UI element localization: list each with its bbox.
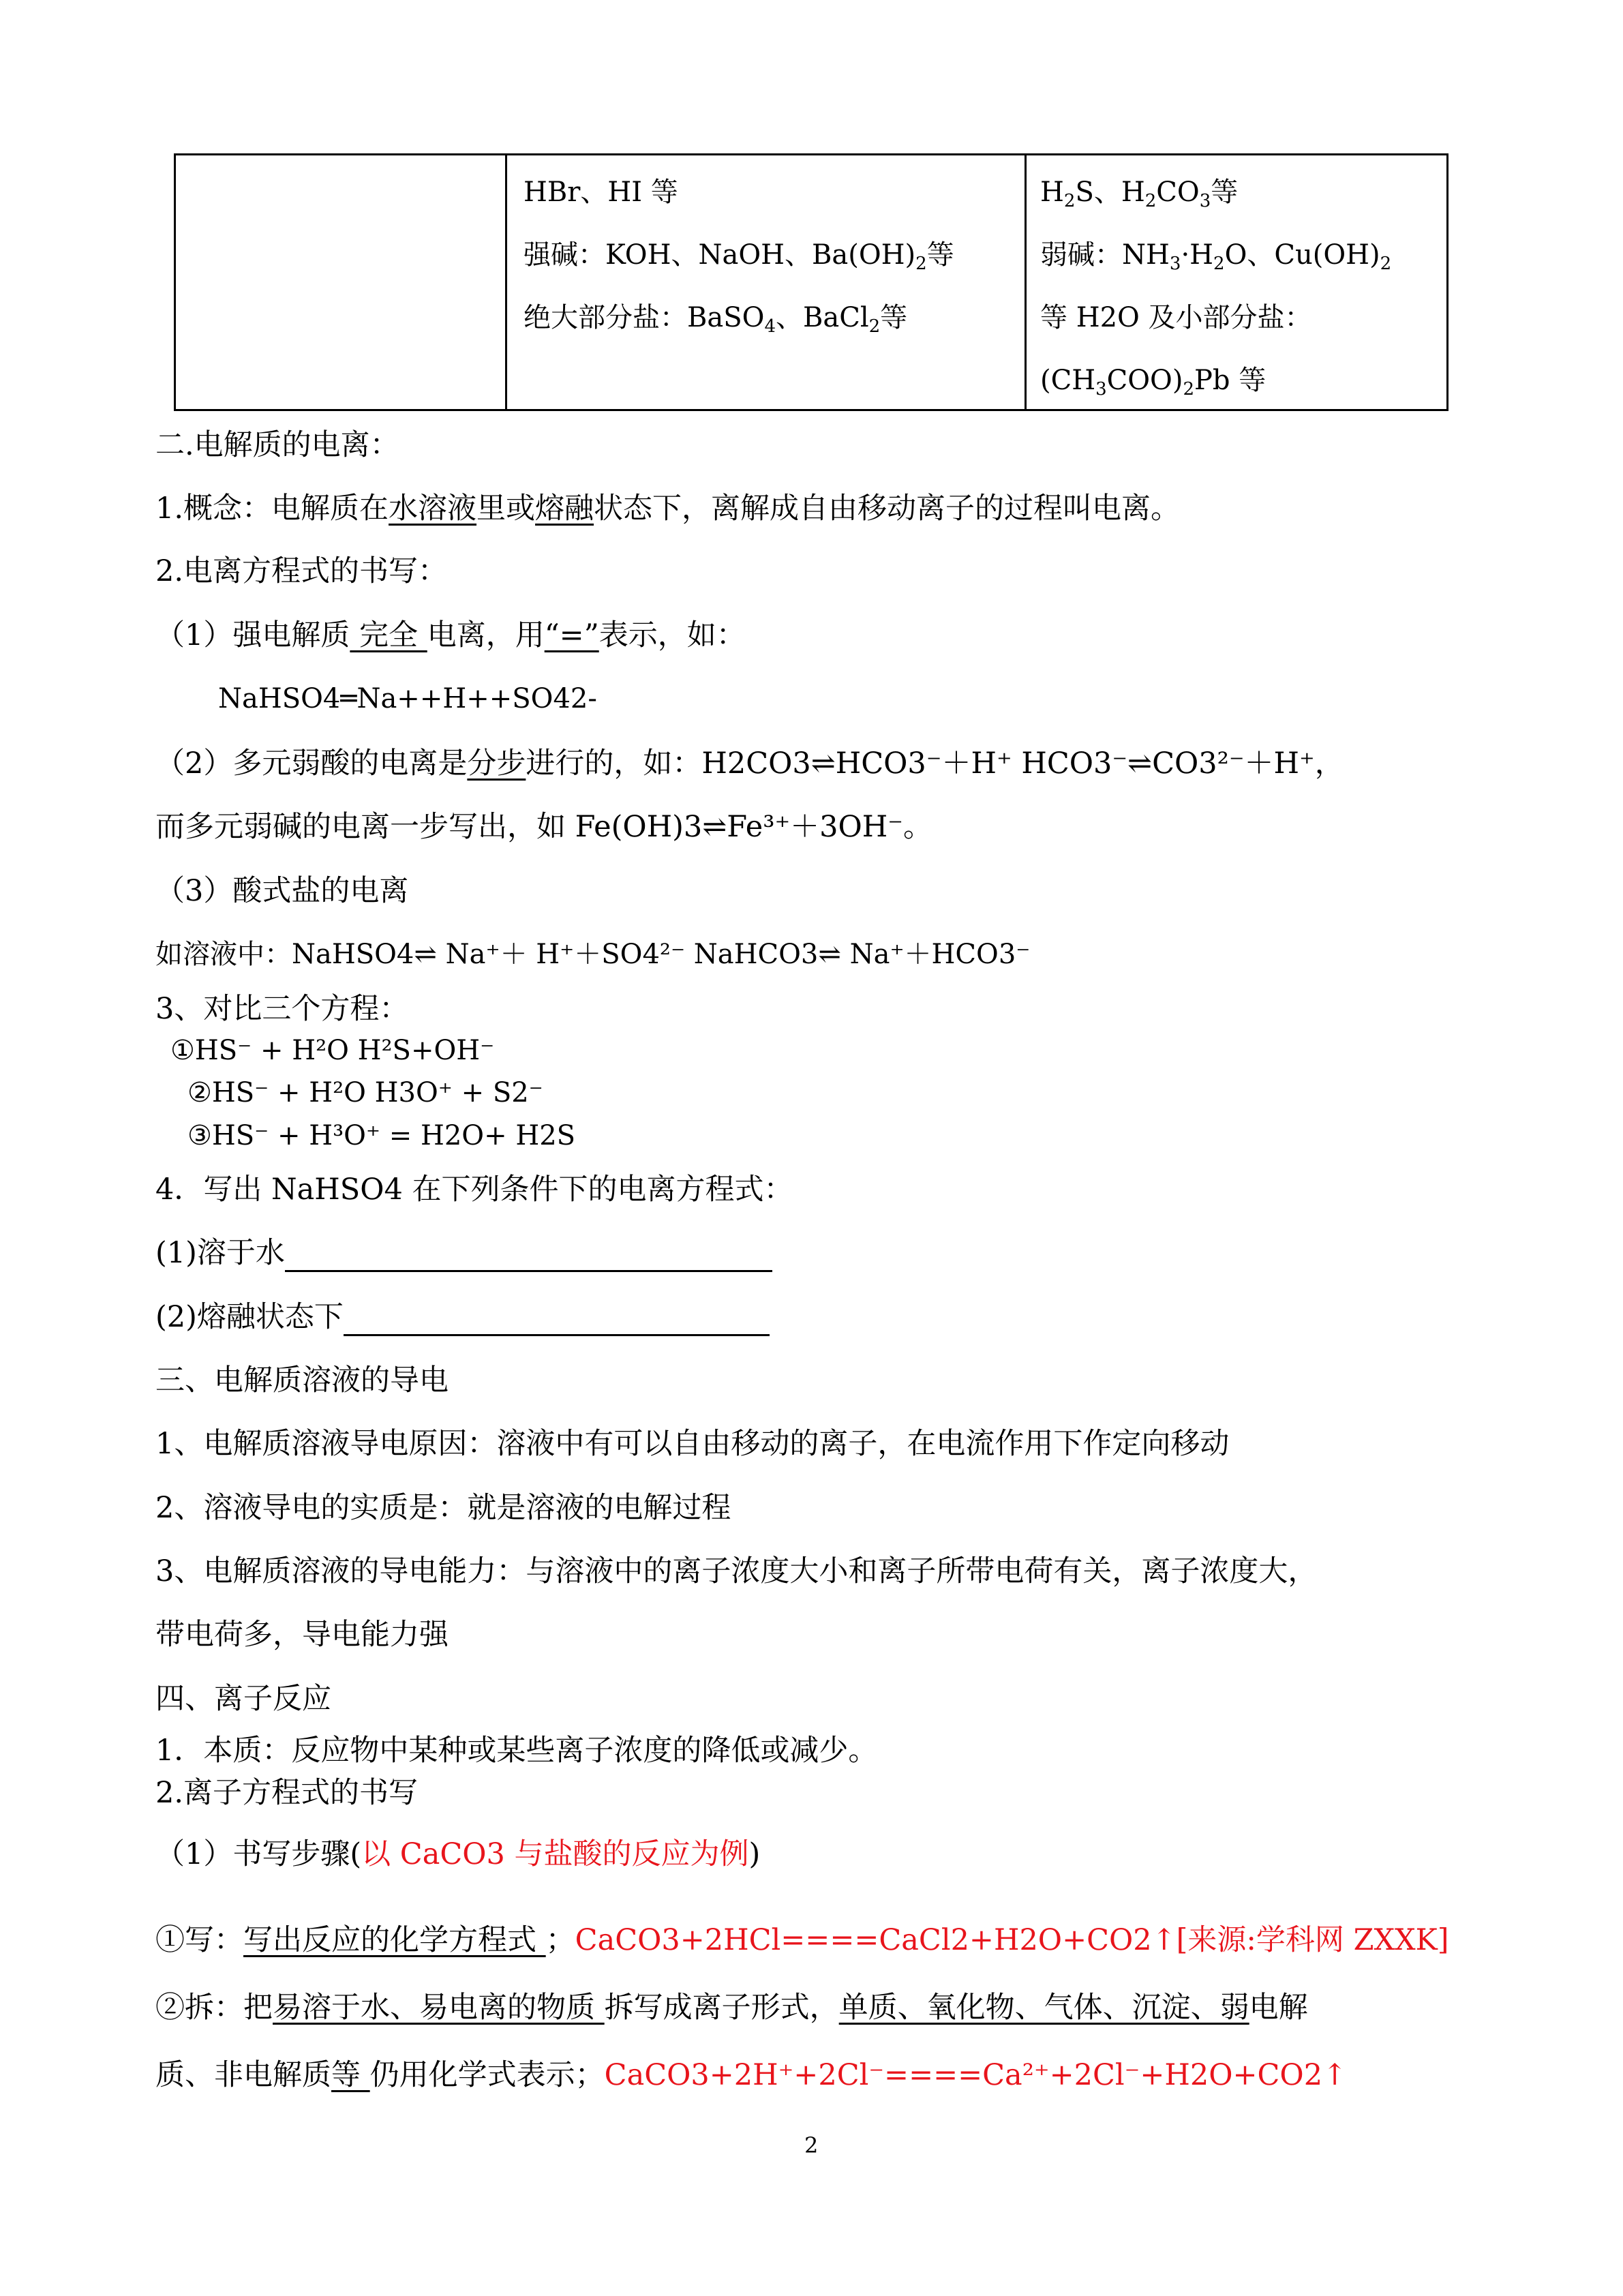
section-4-heading: 四、离子反应: [155, 1682, 331, 1716]
acid-salt-equations: 如溶液中：NaHSO4⇌ Na⁺＋ H⁺＋SO4²⁻ NaHCO3⇌ Na⁺＋HCO3⁻: [155, 939, 1031, 970]
cell-text: 弱碱：$NH_3\cdot H_2O$、$Cu(OH)_2$: [1040, 239, 1392, 274]
section-2-heading: 二.电解质的电离：: [155, 428, 399, 462]
question-4: 4．写出 NaHSO4 在下列条件下的电离方程式：: [155, 1173, 793, 1207]
compare-heading: 3、对比三个方程：: [155, 992, 409, 1026]
strong-electrolyte-line: （1）强电解质 完全 电离，用“=”表示，如：: [155, 618, 746, 652]
conduction-reason: 1、电解质溶液导电原因：溶液中有可以自由移动的离子，在电流作用下作定向移动: [155, 1427, 1230, 1461]
compare-equation-1: ①HS⁻ + H²O H²S+OH⁻: [170, 1035, 495, 1066]
step-split-cont: 质、非电解质等 仍用化学式表示；CaCO3+2H⁺+2Cl⁻====Ca²⁺+2Cl⁻+H2O+CO2↑: [155, 2058, 1348, 2092]
cell-text: HBr、HI 等: [524, 177, 678, 208]
question-4-1: (1)溶于水: [155, 1234, 772, 1272]
cell-text: 强碱：KOH、NaOH、$Ba(OH)_2$等: [524, 239, 954, 274]
step-write: ①写：写出反应的化学方程式 ；CaCO3+2HCl====CaCl2+H2O+CO2↑[来源:学科网 ZXXK]: [155, 1923, 1449, 1957]
page-number: 2: [804, 2132, 819, 2158]
conduction-ability: 3、电解质溶液的导电能力：与溶液中的离子浓度大小和离子所带电荷有关，离子浓度大，: [155, 1554, 1318, 1588]
cell-text: 绝大部分盐：BaSO$_4$、BaCl$_2$等: [524, 302, 908, 337]
ionization-writing-heading: 2.电离方程式的书写：: [155, 554, 448, 588]
equation-nahso4: NaHSO4═Na++H++SO42-: [218, 683, 597, 714]
electrolyte-table: [174, 153, 1448, 411]
conduction-essence: 2、溶液导电的实质是：就是溶液的电解过程: [155, 1491, 731, 1525]
conduction-ability-cont: 带电荷多，导电能力强: [155, 1618, 449, 1652]
concept-line: 1.概念：电解质在水溶液里或熔融状态下，离解成自由移动离子的过程叫电离。: [155, 492, 1181, 526]
reaction-essence: 1．本质：反应物中某种或某些离子浓度的降低或减少。: [155, 1734, 878, 1768]
ionic-equation-heading: 2.离子方程式的书写: [155, 1776, 419, 1810]
section-3-heading: 三、电解质溶液的导电: [155, 1363, 449, 1398]
weak-acid-line: （2）多元弱酸的电离是分步进行的，如：H2CO3⇌HCO3⁻＋H⁺ HCO3⁻⇌CO3²⁻＋H⁺，: [155, 746, 1344, 781]
table-divider-2: [1025, 155, 1027, 409]
cell-text: 等 H2O 及小部分盐：: [1040, 302, 1312, 333]
question-4-2: (2)熔融状态下: [155, 1298, 770, 1336]
weak-base-line: 而多元弱碱的电离一步写出，如 Fe(OH)3⇌Fe³⁺＋3OH⁻。: [155, 810, 932, 844]
table-cell-strong: [524, 161, 954, 349]
cell-text: $(CH_3COO)_2Pb$ 等: [1040, 365, 1266, 399]
table-cell-weak: [1040, 161, 1391, 412]
cell-text: $H_2S$、$H_2CO_3$等: [1040, 177, 1239, 211]
answer-blank[interactable]: [285, 1240, 772, 1272]
answer-blank[interactable]: [344, 1304, 770, 1336]
compare-equation-2: ②HS⁻ + H²O H3O⁺ + S2⁻: [187, 1077, 543, 1108]
writing-steps-line: （1）书写步骤(以 CaCO3 与盐酸的反应为例): [155, 1837, 761, 1871]
step-split: ②拆：把易溶于水、易电离的物质 拆写成离子形式，单质、氧化物、气体、沉淀、弱电解: [155, 1991, 1308, 2025]
compare-equation-3: ③HS⁻ + H³O⁺ = H2O+ H2S: [187, 1120, 576, 1151]
table-divider-1: [505, 155, 507, 409]
acid-salt-heading: （3）酸式盐的电离: [155, 874, 409, 908]
